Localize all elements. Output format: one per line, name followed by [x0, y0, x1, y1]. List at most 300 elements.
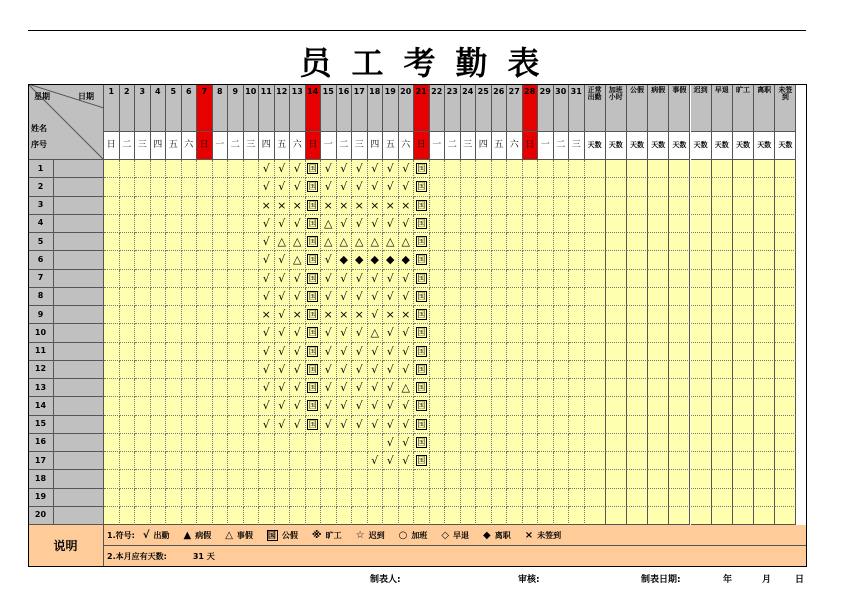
stat-cell[interactable]	[606, 507, 627, 525]
attendance-cell[interactable]	[414, 361, 430, 379]
attendance-cell[interactable]	[104, 270, 120, 288]
stat-cell[interactable]	[627, 452, 648, 470]
stat-cell[interactable]	[691, 416, 712, 434]
attendance-cell[interactable]	[337, 489, 353, 507]
attendance-cell[interactable]: √	[290, 379, 306, 397]
attendance-cell[interactable]	[166, 215, 182, 233]
stat-cell[interactable]	[648, 178, 669, 196]
attendance-cell[interactable]	[461, 397, 477, 415]
attendance-cell[interactable]	[306, 178, 322, 196]
attendance-cell[interactable]	[476, 324, 492, 342]
attendance-cell[interactable]	[244, 233, 260, 251]
attendance-cell[interactable]	[259, 470, 275, 488]
attendance-cell[interactable]	[259, 507, 275, 525]
attendance-cell[interactable]	[104, 434, 120, 452]
stat-cell[interactable]	[627, 416, 648, 434]
attendance-cell[interactable]	[430, 215, 446, 233]
stat-cell[interactable]	[754, 197, 775, 215]
attendance-cell[interactable]: ×	[321, 306, 337, 324]
attendance-cell[interactable]	[166, 507, 182, 525]
stat-cell[interactable]	[712, 197, 733, 215]
stat-cell[interactable]	[712, 288, 733, 306]
attendance-cell[interactable]	[445, 324, 461, 342]
stat-cell[interactable]	[754, 306, 775, 324]
attendance-cell[interactable]	[166, 288, 182, 306]
attendance-cell[interactable]	[569, 160, 585, 178]
attendance-cell[interactable]	[476, 434, 492, 452]
stat-cell[interactable]	[712, 215, 733, 233]
stat-cell[interactable]	[669, 434, 690, 452]
stat-cell[interactable]	[585, 160, 606, 178]
attendance-cell[interactable]	[492, 507, 508, 525]
stat-cell[interactable]	[775, 434, 796, 452]
attendance-cell[interactable]: √	[321, 416, 337, 434]
attendance-cell[interactable]	[182, 160, 198, 178]
attendance-cell[interactable]	[538, 251, 554, 269]
attendance-cell[interactable]	[538, 324, 554, 342]
attendance-cell[interactable]: ×	[337, 197, 353, 215]
stat-cell[interactable]	[712, 160, 733, 178]
attendance-cell[interactable]: ×	[399, 306, 415, 324]
attendance-cell[interactable]: √	[290, 160, 306, 178]
attendance-cell[interactable]	[120, 215, 136, 233]
attendance-cell[interactable]	[507, 397, 523, 415]
attendance-cell[interactable]: √	[352, 288, 368, 306]
attendance-cell[interactable]	[244, 452, 260, 470]
stat-cell[interactable]	[754, 270, 775, 288]
attendance-cell[interactable]: √	[337, 416, 353, 434]
stat-cell[interactable]	[691, 489, 712, 507]
stat-cell[interactable]	[775, 306, 796, 324]
attendance-cell[interactable]	[414, 489, 430, 507]
attendance-cell[interactable]	[321, 507, 337, 525]
attendance-cell[interactable]	[306, 434, 322, 452]
attendance-cell[interactable]	[151, 288, 167, 306]
stat-cell[interactable]	[691, 270, 712, 288]
attendance-cell[interactable]: √	[383, 452, 399, 470]
row-name[interactable]	[54, 215, 104, 233]
attendance-cell[interactable]: √	[383, 160, 399, 178]
attendance-cell[interactable]	[414, 343, 430, 361]
attendance-cell[interactable]	[554, 288, 570, 306]
attendance-cell[interactable]	[197, 452, 213, 470]
row-name[interactable]	[54, 489, 104, 507]
stat-cell[interactable]	[712, 233, 733, 251]
attendance-cell[interactable]	[492, 416, 508, 434]
stat-cell[interactable]	[733, 343, 754, 361]
stat-cell[interactable]	[669, 324, 690, 342]
attendance-cell[interactable]: √	[259, 361, 275, 379]
attendance-cell[interactable]	[461, 470, 477, 488]
stat-cell[interactable]	[691, 379, 712, 397]
stat-cell[interactable]	[691, 507, 712, 525]
stat-cell[interactable]	[606, 379, 627, 397]
attendance-cell[interactable]	[120, 251, 136, 269]
attendance-cell[interactable]: ×	[383, 197, 399, 215]
attendance-cell[interactable]	[399, 470, 415, 488]
attendance-cell[interactable]	[523, 324, 539, 342]
attendance-cell[interactable]	[120, 416, 136, 434]
attendance-cell[interactable]	[166, 397, 182, 415]
attendance-cell[interactable]	[135, 489, 151, 507]
stat-cell[interactable]	[754, 379, 775, 397]
stat-cell[interactable]	[775, 507, 796, 525]
attendance-cell[interactable]	[120, 233, 136, 251]
attendance-cell[interactable]	[213, 306, 229, 324]
attendance-cell[interactable]	[445, 288, 461, 306]
attendance-cell[interactable]	[538, 379, 554, 397]
attendance-cell[interactable]	[104, 324, 120, 342]
stat-cell[interactable]	[585, 379, 606, 397]
attendance-cell[interactable]	[507, 379, 523, 397]
stat-cell[interactable]	[754, 343, 775, 361]
attendance-cell[interactable]	[492, 197, 508, 215]
attendance-cell[interactable]	[306, 379, 322, 397]
attendance-cell[interactable]	[414, 215, 430, 233]
attendance-cell[interactable]: √	[368, 270, 384, 288]
attendance-cell[interactable]: △	[290, 233, 306, 251]
attendance-cell[interactable]	[445, 197, 461, 215]
attendance-cell[interactable]	[461, 215, 477, 233]
attendance-cell[interactable]	[445, 343, 461, 361]
stat-cell[interactable]	[627, 251, 648, 269]
stat-cell[interactable]	[733, 197, 754, 215]
attendance-cell[interactable]	[166, 470, 182, 488]
attendance-cell[interactable]: ×	[383, 306, 399, 324]
stat-cell[interactable]	[648, 507, 669, 525]
attendance-cell[interactable]	[244, 251, 260, 269]
attendance-cell[interactable]	[492, 270, 508, 288]
attendance-cell[interactable]	[197, 215, 213, 233]
stat-cell[interactable]	[669, 452, 690, 470]
attendance-cell[interactable]: △	[399, 233, 415, 251]
attendance-cell[interactable]: √	[290, 288, 306, 306]
attendance-cell[interactable]: √	[259, 416, 275, 434]
stat-cell[interactable]	[648, 489, 669, 507]
attendance-cell[interactable]: √	[259, 270, 275, 288]
attendance-cell[interactable]	[244, 343, 260, 361]
attendance-cell[interactable]	[492, 434, 508, 452]
stat-cell[interactable]	[648, 452, 669, 470]
attendance-cell[interactable]: √	[352, 270, 368, 288]
attendance-cell[interactable]	[228, 416, 244, 434]
attendance-cell[interactable]	[476, 306, 492, 324]
attendance-cell[interactable]: √	[321, 288, 337, 306]
attendance-cell[interactable]	[244, 288, 260, 306]
attendance-cell[interactable]	[430, 361, 446, 379]
attendance-cell[interactable]	[523, 288, 539, 306]
attendance-cell[interactable]: √	[352, 215, 368, 233]
attendance-cell[interactable]	[352, 507, 368, 525]
stat-cell[interactable]	[627, 160, 648, 178]
attendance-cell[interactable]	[492, 379, 508, 397]
attendance-cell[interactable]	[352, 434, 368, 452]
attendance-cell[interactable]	[151, 361, 167, 379]
attendance-cell[interactable]: √	[290, 397, 306, 415]
attendance-cell[interactable]	[445, 306, 461, 324]
attendance-cell[interactable]	[461, 160, 477, 178]
attendance-cell[interactable]	[197, 270, 213, 288]
stat-cell[interactable]	[733, 215, 754, 233]
attendance-cell[interactable]	[135, 233, 151, 251]
attendance-cell[interactable]: √	[368, 178, 384, 196]
stat-cell[interactable]	[733, 470, 754, 488]
attendance-cell[interactable]: √	[399, 397, 415, 415]
attendance-cell[interactable]	[135, 306, 151, 324]
attendance-cell[interactable]	[383, 470, 399, 488]
stat-cell[interactable]	[775, 288, 796, 306]
attendance-cell[interactable]	[476, 197, 492, 215]
attendance-cell[interactable]	[213, 160, 229, 178]
attendance-cell[interactable]	[554, 489, 570, 507]
attendance-cell[interactable]	[135, 197, 151, 215]
row-name[interactable]	[54, 507, 104, 525]
stat-cell[interactable]	[627, 507, 648, 525]
row-name[interactable]	[54, 416, 104, 434]
stat-cell[interactable]	[606, 270, 627, 288]
attendance-cell[interactable]	[445, 434, 461, 452]
attendance-cell[interactable]	[368, 470, 384, 488]
attendance-cell[interactable]	[337, 507, 353, 525]
attendance-cell[interactable]: √	[321, 343, 337, 361]
stat-cell[interactable]	[669, 361, 690, 379]
attendance-cell[interactable]	[321, 452, 337, 470]
row-name[interactable]	[54, 233, 104, 251]
stat-cell[interactable]	[733, 379, 754, 397]
stat-cell[interactable]	[606, 452, 627, 470]
attendance-cell[interactable]	[197, 197, 213, 215]
attendance-cell[interactable]	[507, 489, 523, 507]
attendance-cell[interactable]	[507, 324, 523, 342]
attendance-cell[interactable]: √	[383, 397, 399, 415]
stat-cell[interactable]	[585, 306, 606, 324]
stat-cell[interactable]	[775, 178, 796, 196]
attendance-cell[interactable]	[554, 343, 570, 361]
attendance-cell[interactable]	[120, 178, 136, 196]
attendance-cell[interactable]	[244, 324, 260, 342]
stat-cell[interactable]	[691, 178, 712, 196]
attendance-cell[interactable]	[306, 452, 322, 470]
attendance-cell[interactable]	[306, 361, 322, 379]
attendance-cell[interactable]: √	[275, 397, 291, 415]
attendance-cell[interactable]: △	[399, 379, 415, 397]
attendance-cell[interactable]	[445, 270, 461, 288]
attendance-cell[interactable]	[492, 452, 508, 470]
attendance-cell[interactable]	[492, 233, 508, 251]
attendance-cell[interactable]	[197, 361, 213, 379]
attendance-cell[interactable]	[414, 507, 430, 525]
stat-cell[interactable]	[733, 452, 754, 470]
attendance-cell[interactable]	[538, 361, 554, 379]
attendance-cell[interactable]	[368, 434, 384, 452]
attendance-cell[interactable]	[476, 416, 492, 434]
attendance-cell[interactable]: √	[368, 452, 384, 470]
attendance-cell[interactable]: √	[290, 361, 306, 379]
attendance-cell[interactable]	[151, 306, 167, 324]
attendance-cell[interactable]: √	[275, 343, 291, 361]
stat-cell[interactable]	[585, 452, 606, 470]
attendance-cell[interactable]	[523, 416, 539, 434]
attendance-cell[interactable]: ×	[290, 197, 306, 215]
stat-cell[interactable]	[712, 270, 733, 288]
attendance-cell[interactable]: √	[275, 270, 291, 288]
attendance-cell[interactable]	[430, 507, 446, 525]
attendance-cell[interactable]	[414, 270, 430, 288]
stat-cell[interactable]	[733, 233, 754, 251]
attendance-cell[interactable]	[523, 397, 539, 415]
attendance-cell[interactable]	[507, 416, 523, 434]
attendance-cell[interactable]	[135, 343, 151, 361]
attendance-cell[interactable]	[306, 343, 322, 361]
attendance-cell[interactable]	[569, 416, 585, 434]
attendance-cell[interactable]: √	[368, 379, 384, 397]
attendance-cell[interactable]	[244, 470, 260, 488]
attendance-cell[interactable]	[213, 470, 229, 488]
attendance-cell[interactable]	[213, 270, 229, 288]
stat-cell[interactable]	[775, 197, 796, 215]
attendance-cell[interactable]	[104, 288, 120, 306]
attendance-cell[interactable]	[445, 470, 461, 488]
stat-cell[interactable]	[606, 215, 627, 233]
attendance-cell[interactable]	[507, 507, 523, 525]
attendance-cell[interactable]: √	[321, 160, 337, 178]
attendance-cell[interactable]: √	[275, 416, 291, 434]
attendance-cell[interactable]: √	[275, 379, 291, 397]
attendance-cell[interactable]	[166, 489, 182, 507]
stat-cell[interactable]	[627, 197, 648, 215]
attendance-cell[interactable]	[197, 233, 213, 251]
attendance-cell[interactable]	[151, 251, 167, 269]
attendance-cell[interactable]	[182, 197, 198, 215]
attendance-cell[interactable]: √	[368, 361, 384, 379]
attendance-cell[interactable]	[104, 306, 120, 324]
attendance-cell[interactable]	[321, 434, 337, 452]
attendance-cell[interactable]: √	[352, 416, 368, 434]
attendance-cell[interactable]	[213, 215, 229, 233]
attendance-cell[interactable]: √	[399, 361, 415, 379]
attendance-cell[interactable]	[120, 306, 136, 324]
attendance-cell[interactable]	[445, 452, 461, 470]
attendance-cell[interactable]: √	[368, 343, 384, 361]
attendance-cell[interactable]: △	[321, 215, 337, 233]
stat-cell[interactable]	[648, 416, 669, 434]
stat-cell[interactable]	[733, 306, 754, 324]
attendance-cell[interactable]	[507, 470, 523, 488]
attendance-cell[interactable]	[213, 434, 229, 452]
attendance-cell[interactable]	[507, 160, 523, 178]
attendance-cell[interactable]	[135, 215, 151, 233]
stat-cell[interactable]	[627, 215, 648, 233]
attendance-cell[interactable]: √	[399, 343, 415, 361]
attendance-cell[interactable]	[135, 434, 151, 452]
attendance-cell[interactable]	[306, 197, 322, 215]
stat-cell[interactable]	[606, 343, 627, 361]
stat-cell[interactable]	[669, 288, 690, 306]
attendance-cell[interactable]	[430, 270, 446, 288]
stat-cell[interactable]	[585, 489, 606, 507]
attendance-cell[interactable]: √	[337, 379, 353, 397]
attendance-cell[interactable]	[554, 160, 570, 178]
attendance-cell[interactable]: √	[399, 288, 415, 306]
attendance-cell[interactable]	[414, 434, 430, 452]
attendance-cell[interactable]	[383, 489, 399, 507]
attendance-cell[interactable]	[554, 215, 570, 233]
stat-cell[interactable]	[627, 306, 648, 324]
attendance-cell[interactable]	[414, 197, 430, 215]
stat-cell[interactable]	[754, 361, 775, 379]
attendance-cell[interactable]: √	[275, 324, 291, 342]
stat-cell[interactable]	[754, 397, 775, 415]
stat-cell[interactable]	[648, 233, 669, 251]
stat-cell[interactable]	[691, 324, 712, 342]
attendance-cell[interactable]: ×	[259, 306, 275, 324]
stat-cell[interactable]	[733, 489, 754, 507]
attendance-cell[interactable]	[507, 361, 523, 379]
attendance-cell[interactable]: √	[259, 288, 275, 306]
stat-cell[interactable]	[627, 343, 648, 361]
attendance-cell[interactable]	[104, 215, 120, 233]
attendance-cell[interactable]	[569, 397, 585, 415]
stat-cell[interactable]	[691, 251, 712, 269]
attendance-cell[interactable]: √	[290, 270, 306, 288]
attendance-cell[interactable]	[104, 489, 120, 507]
attendance-cell[interactable]: √	[337, 160, 353, 178]
attendance-cell[interactable]	[182, 470, 198, 488]
attendance-cell[interactable]	[461, 324, 477, 342]
stat-cell[interactable]	[606, 160, 627, 178]
attendance-cell[interactable]	[414, 160, 430, 178]
attendance-cell[interactable]	[554, 452, 570, 470]
attendance-cell[interactable]	[430, 434, 446, 452]
attendance-cell[interactable]	[569, 197, 585, 215]
attendance-cell[interactable]: √	[290, 215, 306, 233]
attendance-cell[interactable]	[197, 251, 213, 269]
attendance-cell[interactable]	[523, 379, 539, 397]
stat-cell[interactable]	[606, 361, 627, 379]
attendance-cell[interactable]	[151, 416, 167, 434]
attendance-cell[interactable]	[430, 288, 446, 306]
attendance-cell[interactable]	[151, 233, 167, 251]
attendance-cell[interactable]	[104, 160, 120, 178]
attendance-cell[interactable]	[476, 288, 492, 306]
stat-cell[interactable]	[648, 160, 669, 178]
stat-cell[interactable]	[691, 452, 712, 470]
attendance-cell[interactable]	[275, 489, 291, 507]
stat-cell[interactable]	[775, 452, 796, 470]
stat-cell[interactable]	[606, 324, 627, 342]
attendance-cell[interactable]	[321, 470, 337, 488]
attendance-cell[interactable]	[120, 343, 136, 361]
attendance-cell[interactable]	[166, 178, 182, 196]
attendance-cell[interactable]	[213, 507, 229, 525]
stat-cell[interactable]	[712, 507, 733, 525]
stat-cell[interactable]	[754, 434, 775, 452]
attendance-cell[interactable]: √	[352, 379, 368, 397]
attendance-cell[interactable]: ×	[352, 306, 368, 324]
stat-cell[interactable]	[669, 251, 690, 269]
attendance-cell[interactable]	[569, 361, 585, 379]
stat-cell[interactable]	[648, 215, 669, 233]
stat-cell[interactable]	[754, 452, 775, 470]
stat-cell[interactable]	[648, 324, 669, 342]
stat-cell[interactable]	[627, 379, 648, 397]
stat-cell[interactable]	[627, 470, 648, 488]
attendance-cell[interactable]: ×	[399, 197, 415, 215]
attendance-cell[interactable]	[166, 434, 182, 452]
attendance-cell[interactable]	[135, 416, 151, 434]
attendance-cell[interactable]	[507, 452, 523, 470]
attendance-cell[interactable]	[151, 197, 167, 215]
